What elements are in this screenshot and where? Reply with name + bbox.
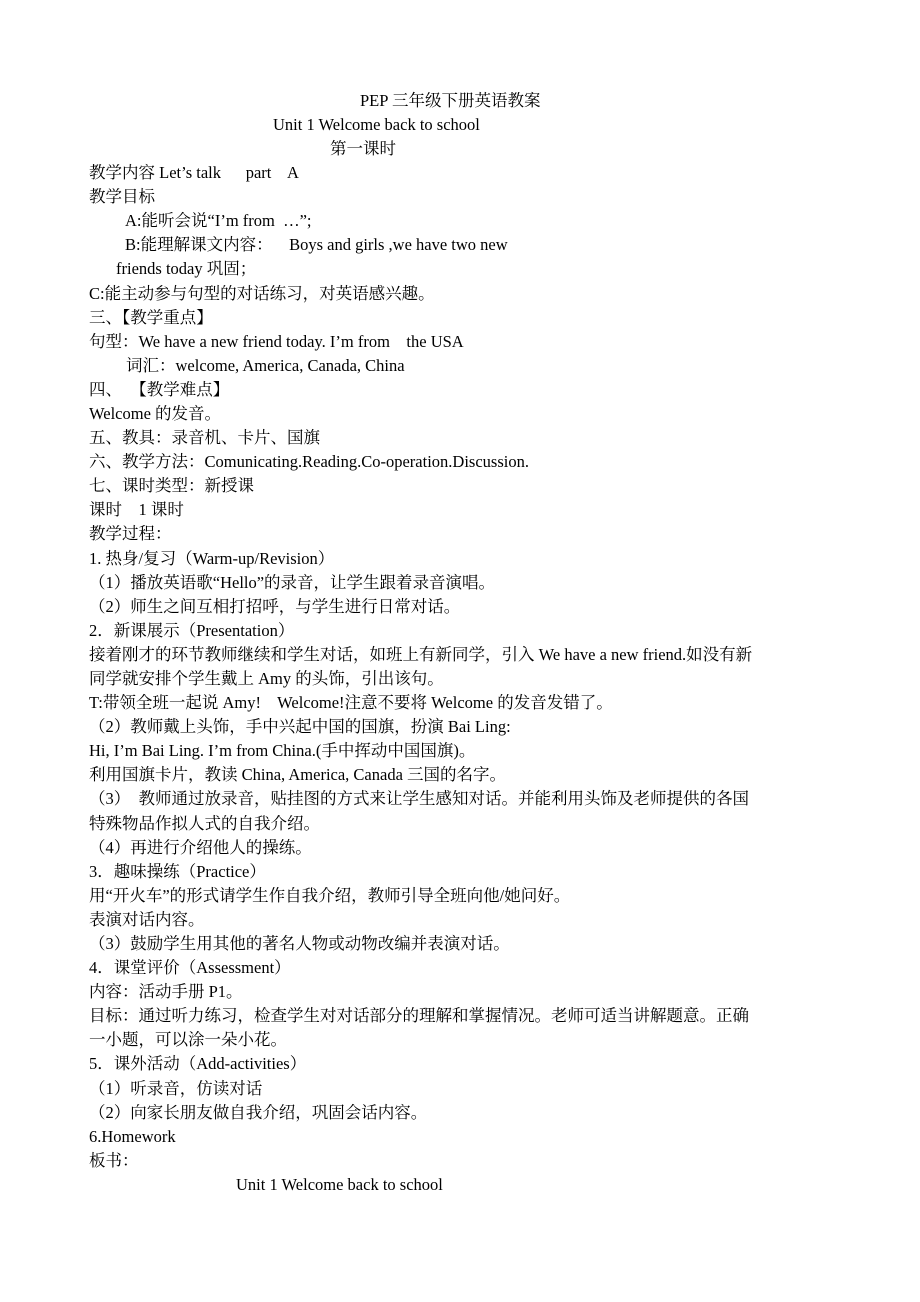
section-2-item-2: （2）教师戴上头饰，手中兴起中国的国旗，扮演 Bai Ling: [89, 717, 511, 736]
section-2-item-4: （4）再进行介绍他人的操练。 [89, 838, 312, 857]
section-1-item-1: （1）播放英语歌“Hello”的录音，让学生跟着录音演唱。 [89, 573, 496, 592]
blackboard-heading: 板书： [89, 1151, 139, 1170]
teaching-methods: 六、教学方法：Comunicating.Reading.Co-operation.Discussion. [89, 452, 529, 471]
section-5-heading: 5．课外活动（Add-activities） [89, 1054, 307, 1073]
blackboard-unit-title: Unit 1 Welcome back to school [236, 1175, 443, 1194]
section-1-item-2: （2）师生之间互相打招呼，与学生进行日常对话。 [89, 597, 461, 616]
section-5-item-1: （1）听录音，仿读对话 [89, 1079, 263, 1098]
section-2-teacher-line: T:带领全班一起说 Amy! Welcome!注意不要将 Welcome 的发音发错了。 [89, 693, 613, 712]
section-5-item-2: （2）向家长朋友做自我介绍，巩固会话内容。 [89, 1103, 428, 1122]
doc-title: PEP 三年级下册英语教案 [360, 91, 541, 110]
key-points-heading: 三、【教学重点】 [89, 308, 213, 327]
objective-c: C:能主动参与句型的对话练习，对英语感兴趣。 [89, 284, 435, 303]
objective-a: A:能听会说“I’m from …”; [125, 211, 312, 230]
objective-b-continued: friends today 巩固； [116, 259, 257, 278]
section-3-heading: 3．趣味操练（Practice） [89, 862, 266, 881]
key-sentence: 句型：We have a new friend today. I’m from the USA [89, 332, 464, 351]
lesson-title: 第一课时 [330, 139, 396, 158]
teaching-content: 教学内容 Let’s talk part A [89, 163, 299, 182]
section-3-item-3: （3）鼓励学生用其他的著名人物或动物改编并表演对话。 [89, 934, 510, 953]
section-2-heading: 2．新课展示（Presentation） [89, 621, 295, 640]
section-4-content: 内容：活动手册 P1。 [89, 982, 243, 1001]
section-2-item-3-line-2: 特殊物品作拟人式的自我介绍。 [89, 814, 320, 833]
section-2-flag-cards: 利用国旗卡片，教读 China, America, Canada 三国的名字。 [89, 765, 507, 784]
section-4-goal-line-2: 一小题，可以涂一朵小花。 [89, 1030, 287, 1049]
difficulty-text: Welcome 的发音。 [89, 404, 222, 423]
process-heading: 教学过程： [89, 524, 172, 543]
section-4-heading: 4．课堂评价（Assessment） [89, 958, 291, 977]
unit-title: Unit 1 Welcome back to school [273, 115, 480, 134]
section-4-goal-line-1: 目标：通过听力练习，检查学生对对话部分的理解和掌握情况。老师可适当讲解题意。正确 [89, 1006, 749, 1025]
section-2-paragraph-line-1: 接着刚才的环节教师继续和学生对话，如班上有新同学，引入 We have a new friend.如没有新 [89, 645, 753, 664]
section-2-paragraph-line-2: 同学就安排个学生戴上 Amy 的头饰，引出该句。 [89, 669, 444, 688]
key-vocabulary: 词汇：welcome, America, Canada, China [126, 356, 405, 375]
lesson-type: 七、课时类型：新授课 [89, 476, 254, 495]
difficulty-heading: 四、 【教学难点】 [89, 380, 230, 399]
lesson-periods: 课时 1 课时 [89, 500, 184, 519]
section-3-item-2: 表演对话内容。 [89, 910, 205, 929]
objectives-heading: 教学目标 [89, 187, 155, 206]
section-1-heading: 1. 热身/复习（Warm-up/Revision） [89, 549, 335, 568]
objective-b: B:能理解课文内容： Boys and girls ,we have two new [125, 235, 508, 254]
section-2-item-3-line-1: （3） 教师通过放录音，贴挂图的方式来让学生感知对话。并能利用头饰及老师提供的各国 [89, 789, 749, 808]
teaching-tools: 五、教具：录音机、卡片、国旗 [89, 428, 320, 447]
section-2-dialogue: Hi, I’m Bai Ling. I’m from China.(手中挥动中国国旗)。 [89, 741, 476, 760]
homework-heading: 6.Homework [89, 1127, 176, 1146]
section-3-item-1: 用“开火车”的形式请学生作自我介绍，教师引导全班向他/她问好。 [89, 886, 571, 905]
